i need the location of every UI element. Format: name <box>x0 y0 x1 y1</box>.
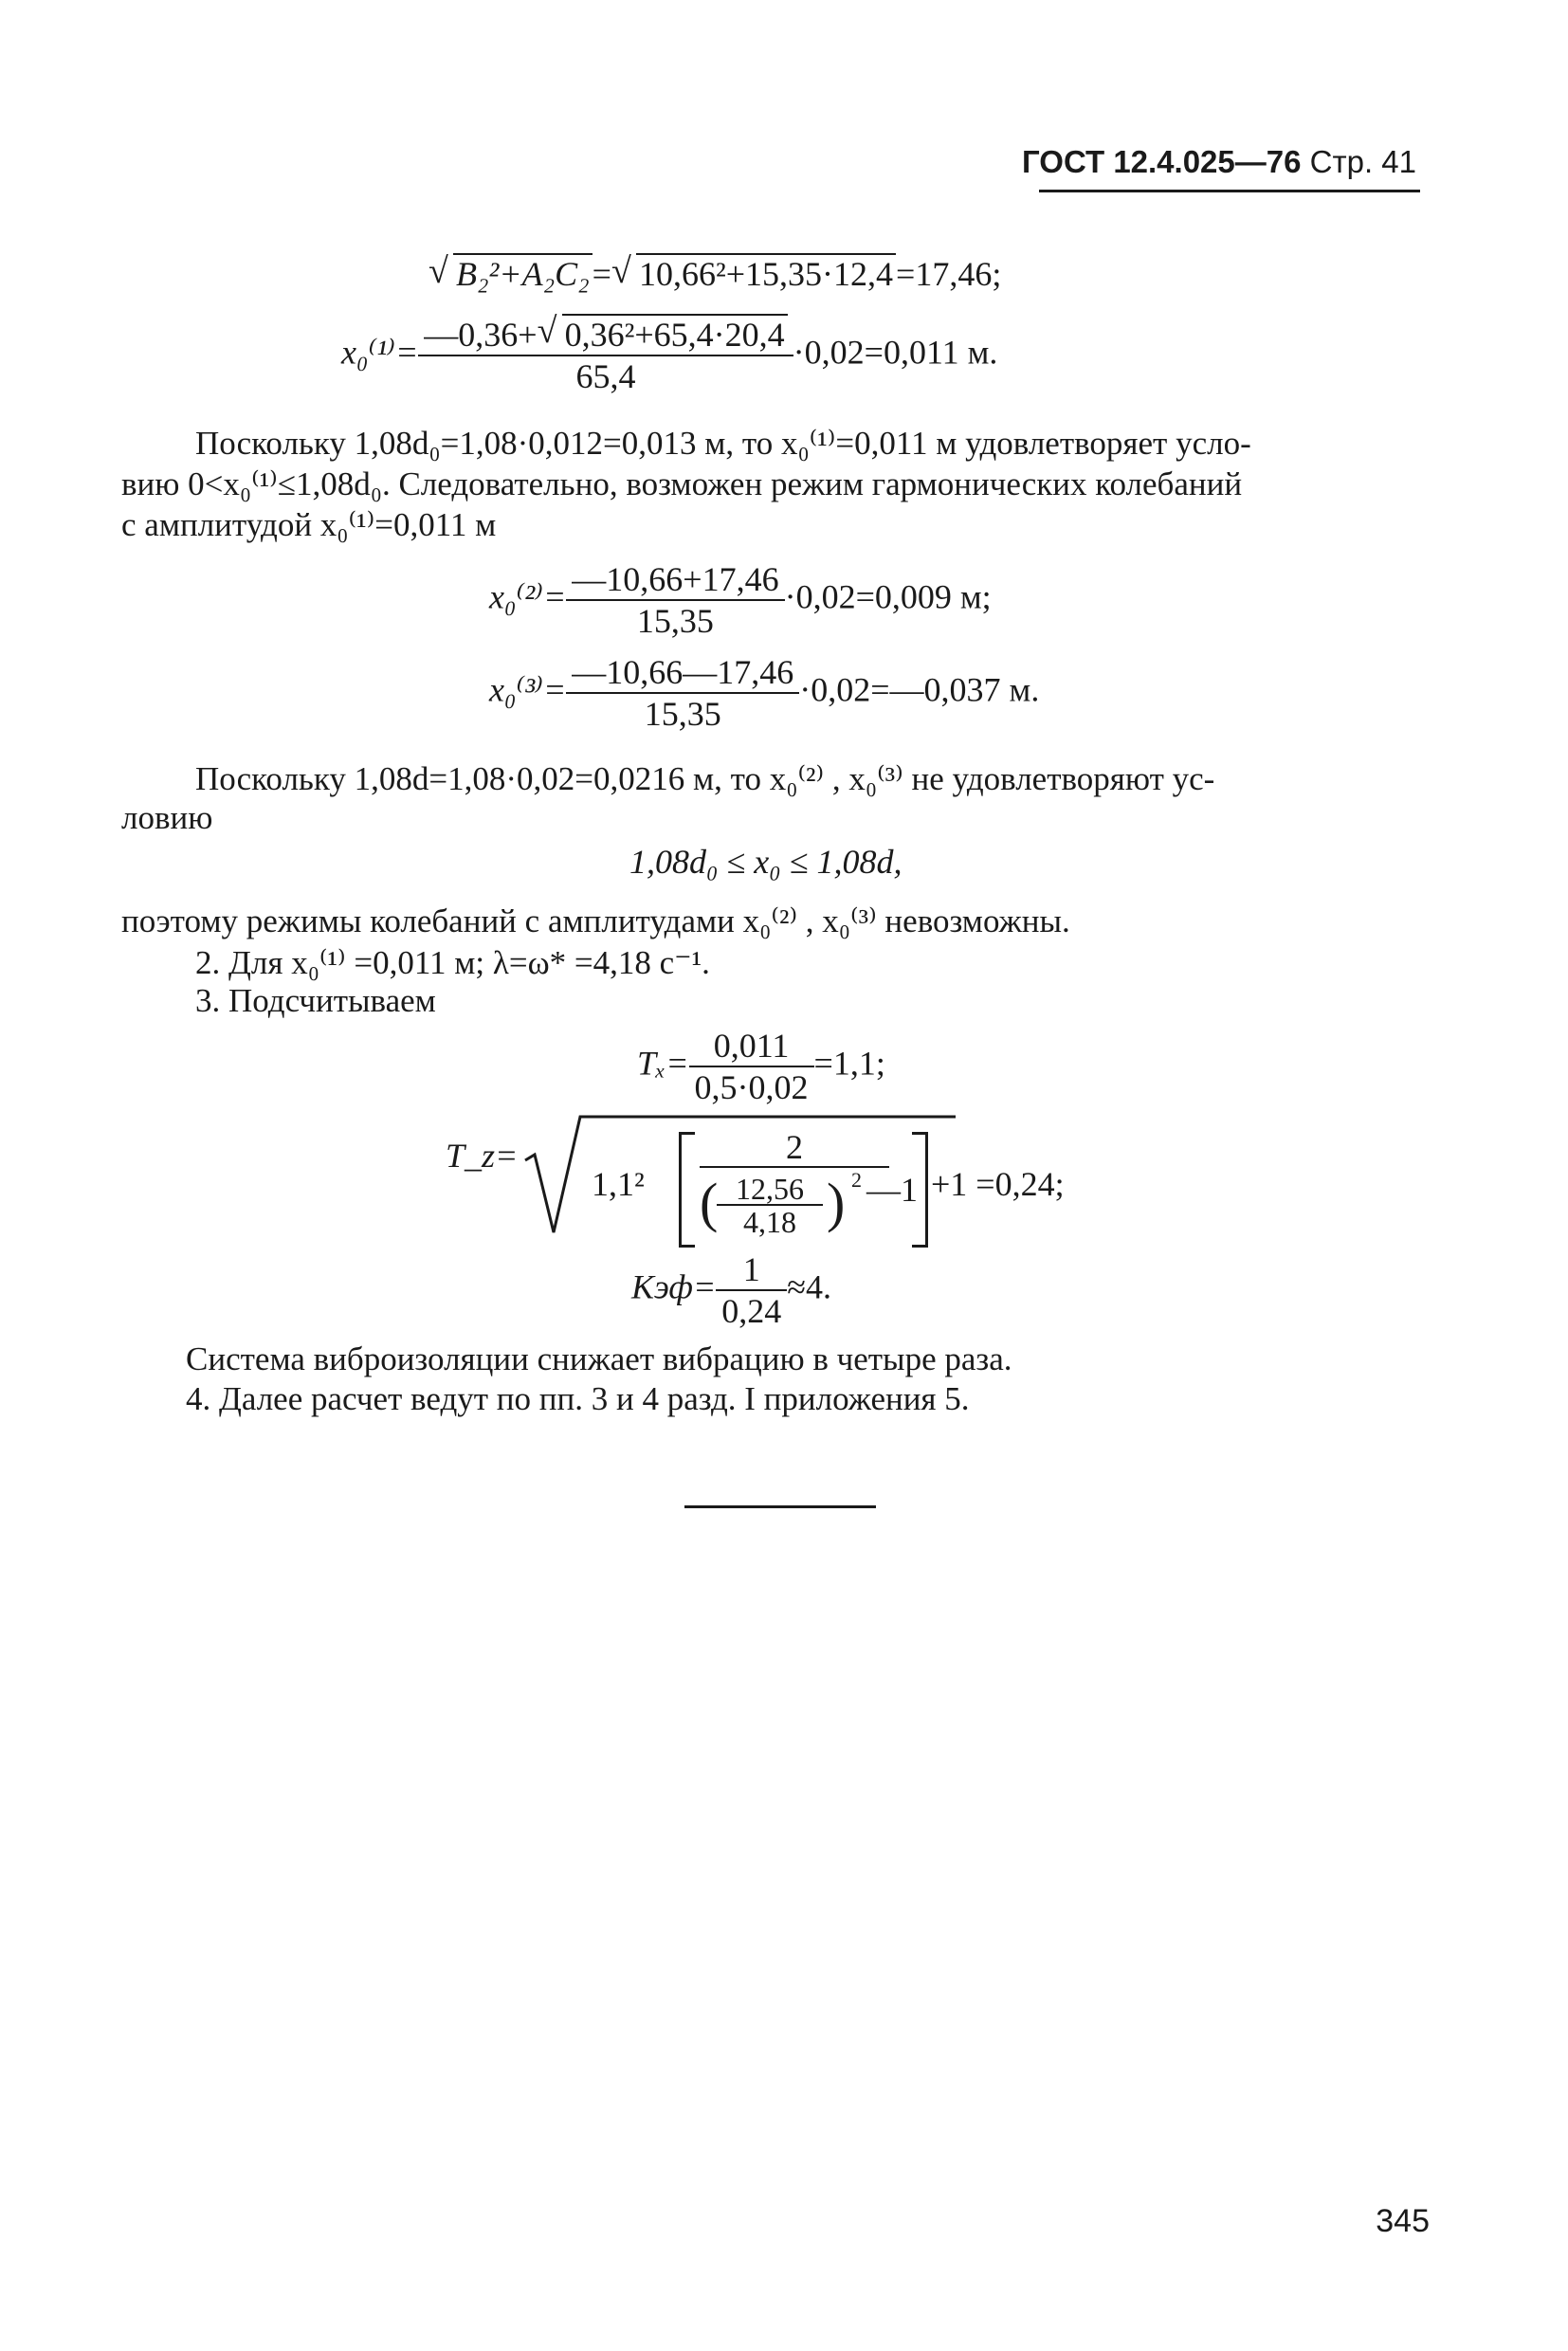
fraction: $\frac{—10,66—17,46}{15,35}$ <box>566 652 799 734</box>
formula-x0-2: x₀⁽²⁾= $\frac{—10,66+17,46}{15,35}$ ·0,02=0,009 м; <box>489 560 992 640</box>
tz-inner-fraction: 2 ( 12,56 4,18 ) 2 —1 <box>700 1128 918 1239</box>
paragraph-line: ловию <box>121 799 213 836</box>
paragraph-line: Поскольку 1,08d=1,08·0,02=0,0216 м, то x₀⁽²⁾ , x₀⁽³⁾ не удовлетворяют ус- <box>195 760 1215 797</box>
radical-left: √ B₂²+A₂C₂ <box>428 254 593 294</box>
fraction: $\frac{\text{—0,36+√ 0,36²+65,4·20,4}}{65,4}$ <box>418 315 793 396</box>
formula-sqrt-identity: √ B₂²+A₂C₂=√ 10,66²+15,35·12,4=17,46; <box>428 254 1001 294</box>
left-bracket <box>679 1132 695 1248</box>
gost-number: 12.4.025—76 <box>1113 144 1302 179</box>
radical-right: √ 10,66²+15,35·12,4 <box>611 254 896 294</box>
formula-keff: Kэф= $\frac{1}{0,24}$ ≈4. <box>631 1250 832 1330</box>
list-item-3: 3. Подсчитываем <box>195 982 436 1019</box>
page-reference: Стр. 41 <box>1309 144 1416 179</box>
list-item-2: 2. Для x₀⁽¹⁾ =0,011 м; λ=ω* =4,18 с⁻¹. <box>195 944 710 981</box>
right-bracket <box>912 1132 928 1248</box>
page-header <box>1022 144 1416 180</box>
conclusion-line: Система виброизоляции снижает вибрацию в четыре раза. <box>186 1340 1012 1377</box>
fraction: $\frac{0,011}{0,5\cdot 0,02}$ <box>689 1026 814 1107</box>
formula-inequality: 1,08d₀ ≤ x₀ ≤ 1,08d, <box>629 843 903 881</box>
header-rule <box>1039 190 1420 192</box>
formula-tx: Tₓ= $\frac{0,011}{0,5\cdot 0,02}$ =1,1; <box>637 1027 885 1106</box>
list-item-4: 4. Далее расчет ведут по пп. 3 и 4 разд. I приложения 5. <box>186 1380 970 1417</box>
fraction: $\frac{1}{0,24}$ <box>716 1249 787 1331</box>
fraction: $\frac{—10,66+17,46}{15,35}$ <box>566 559 784 641</box>
formula-x0-3: x₀⁽³⁾= $\frac{—10,66—17,46}{15,35}$ ·0,02=—0,037 м. <box>489 653 1040 733</box>
formula-tz-lhs: T_z= <box>446 1137 519 1175</box>
page-number: 345 <box>1376 2203 1430 2239</box>
gost-label: ГОСТ <box>1022 144 1105 179</box>
paragraph-line: Поскольку 1,08d₀=1,08·0,012=0,013 м, то x₀⁽¹⁾=0,011 м удовлетворяет усло- <box>195 425 1251 462</box>
paragraph-line: с амплитудой x₀⁽¹⁾=0,011 м <box>121 506 497 543</box>
tz-coefficient: 1,1² <box>592 1165 645 1203</box>
paragraph-line: вию 0<x₀⁽¹⁾≤1,08d₀. Следовательно, возможен режим гармонических колебаний <box>121 465 1243 502</box>
tz-result: +1 =0,24; <box>931 1165 1065 1203</box>
end-rule <box>684 1505 876 1508</box>
paragraph-line: поэтому режимы колебаний с амплитудами x₀⁽²⁾ , x₀⁽³⁾ невозможны. <box>121 902 1070 939</box>
formula-x0-1: x₀⁽¹⁾= $\frac{\text{—0,36+√ 0,36²+65,4·20,4}}{65,4}$ ·0,02=0,011 м. <box>341 315 997 396</box>
